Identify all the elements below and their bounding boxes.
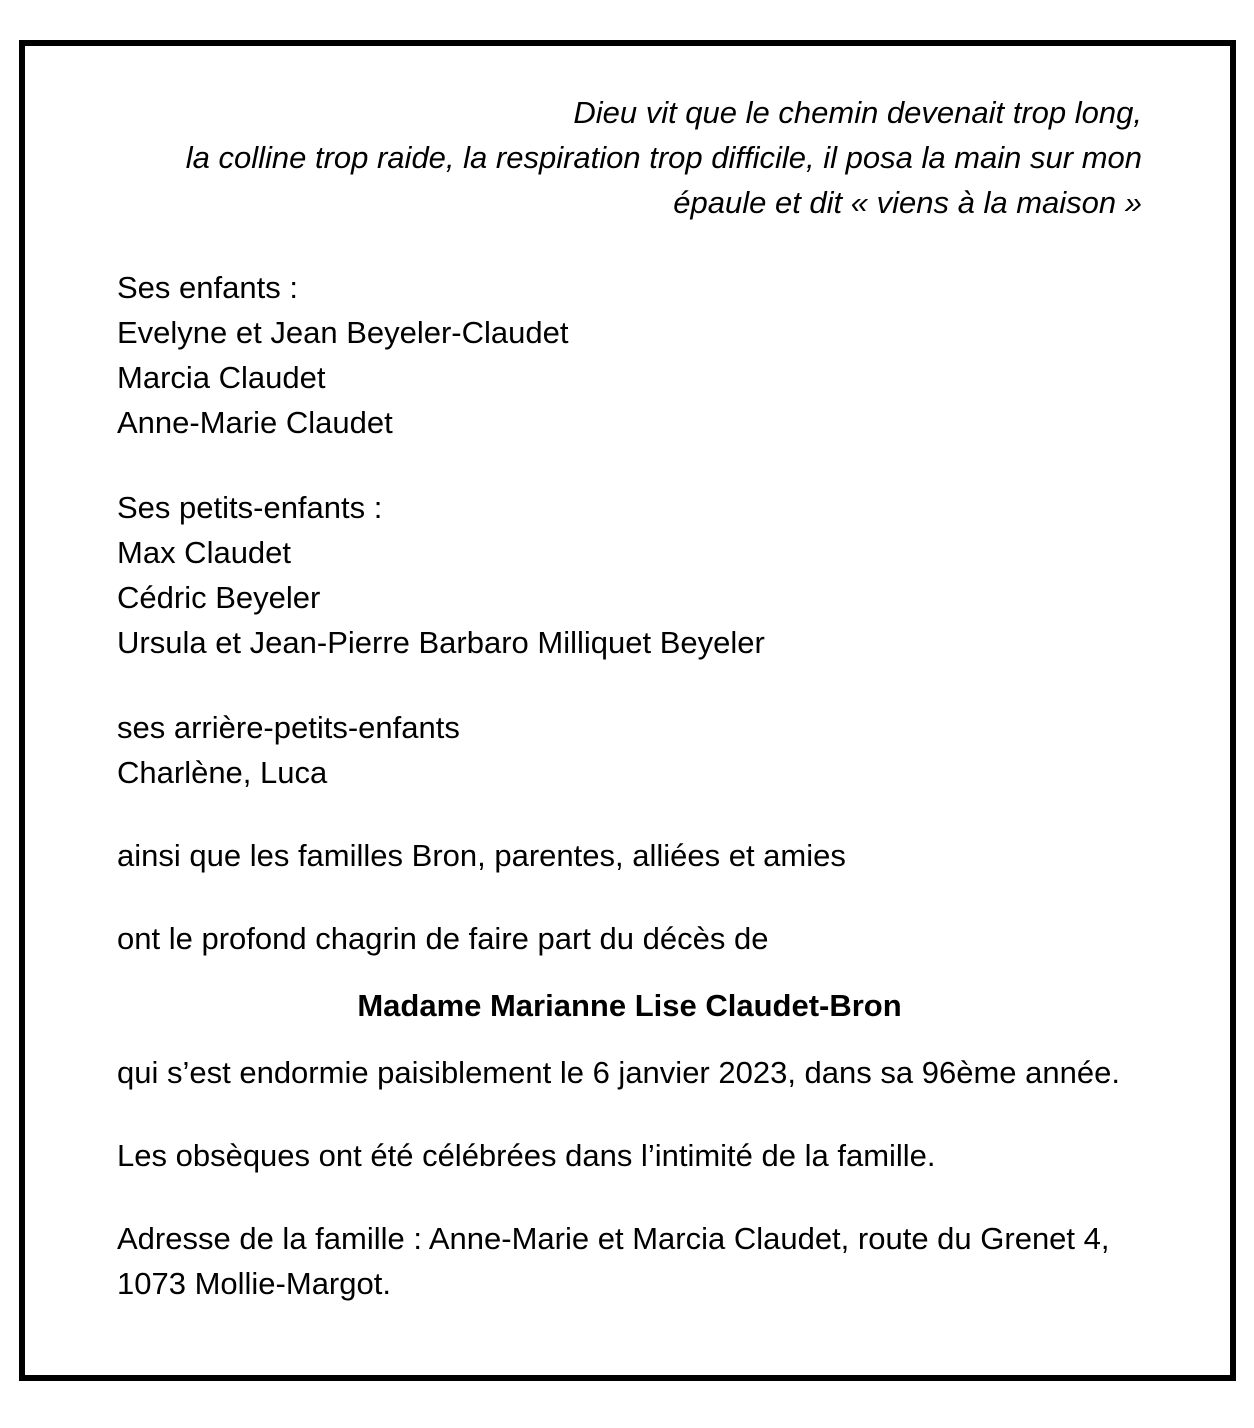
great-grandchild-name: Charlène, Luca bbox=[117, 755, 328, 790]
child-name: Evelyne et Jean Beyeler-Claudet bbox=[117, 315, 569, 350]
families-line: ainsi que les familles Bron, parentes, alliées et amies bbox=[117, 838, 846, 873]
death-details: qui s’est endormie paisiblement le 6 janvier 2023, dans sa 96ème année. bbox=[117, 1055, 1120, 1090]
deceased-name: Madame Marianne Lise Claudet-Bron bbox=[357, 988, 902, 1023]
child-name: Anne-Marie Claudet bbox=[117, 405, 393, 440]
grandchild-name: Ursula et Jean-Pierre Barbaro Milliquet Beyeler bbox=[117, 625, 765, 660]
announcement-content bbox=[25, 46, 1230, 1306]
grandchildren-heading: Ses petits-enfants : bbox=[117, 490, 383, 525]
funeral-line: Les obsèques ont été célébrées dans l’intimité de la famille. bbox=[117, 1138, 936, 1173]
announcement-line: ont le profond chagrin de faire part du décès de bbox=[117, 921, 769, 956]
epigraph bbox=[117, 90, 1142, 225]
address-line: Adresse de la famille : Anne-Marie et Marcia Claudet, route du Grenet 4, 1073 Mollie-Margot. bbox=[117, 1221, 1110, 1301]
grandchildren-section bbox=[117, 485, 1142, 665]
border-frame bbox=[19, 40, 1236, 1381]
child-name: Marcia Claudet bbox=[117, 360, 326, 395]
epigraph-line: épaule et dit « viens à la maison » bbox=[673, 185, 1142, 220]
grandchild-name: Cédric Beyeler bbox=[117, 580, 321, 615]
great-grandchildren-heading: ses arrière-petits-enfants bbox=[117, 710, 460, 745]
great-grandchildren-section bbox=[117, 705, 1142, 795]
epigraph-line: Dieu vit que le chemin devenait trop long, bbox=[573, 95, 1142, 130]
epigraph-line: la colline trop raide, la respiration trop difficile, il posa la main sur mon bbox=[185, 140, 1142, 175]
children-heading: Ses enfants : bbox=[117, 270, 298, 305]
children-section bbox=[117, 265, 1142, 445]
grandchild-name: Max Claudet bbox=[117, 535, 292, 570]
